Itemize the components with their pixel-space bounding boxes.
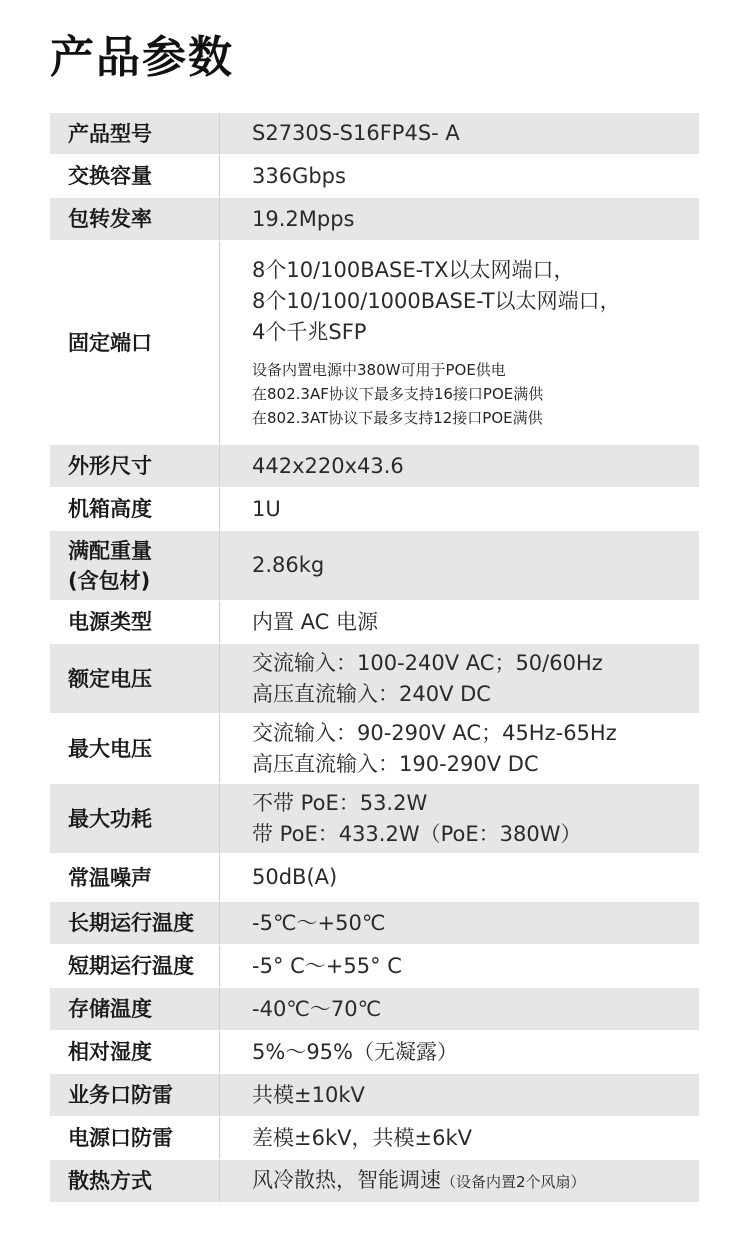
row-value (220, 1117, 699, 1159)
row-value-line (252, 255, 693, 286)
row-value (220, 854, 699, 901)
row-value (220, 445, 699, 487)
row-label (50, 531, 220, 600)
row-value-text: 442x220x43.6 (252, 453, 404, 478)
row-value-text: 交流输入：90-290V AC；45Hz-65Hz (252, 720, 617, 745)
row-notes (252, 358, 693, 430)
row-value (220, 155, 699, 197)
row-label-text: 电源类型 (68, 610, 152, 634)
table-row (50, 1117, 699, 1160)
row-value (220, 644, 699, 713)
row-label-text: 最大功耗 (68, 806, 152, 831)
row-label (50, 1117, 220, 1159)
row-value-line (252, 286, 693, 317)
row-label (50, 784, 220, 853)
row-value (220, 714, 699, 783)
table-row (50, 714, 699, 784)
row-label (50, 854, 220, 901)
row-label (50, 902, 220, 944)
row-label (50, 714, 220, 783)
row-value-text: 50dB(A) (252, 865, 338, 889)
row-value-line (252, 451, 693, 482)
row-value-text: 8个10/100/1000BASE-T以太网端口， (252, 289, 621, 313)
row-value-line (252, 317, 693, 348)
row-label-text: 机箱高度 (68, 497, 152, 521)
row-label (50, 601, 220, 643)
row-value-line (252, 607, 693, 638)
row-value-line (252, 819, 693, 850)
row-value-line (252, 1165, 693, 1198)
table-row (50, 784, 699, 854)
row-value-line (252, 1080, 693, 1111)
table-row (50, 601, 699, 644)
row-value (220, 113, 699, 154)
row-value (220, 784, 699, 853)
table-row (50, 445, 699, 488)
row-value-text: 高压直流输入：240V DC (252, 681, 491, 706)
row-label (50, 241, 220, 444)
row-value (220, 531, 699, 600)
row-value-text: -5℃～+50℃ (252, 910, 386, 935)
row-value-text: 2.86kg (252, 553, 325, 577)
row-value-text: 5%～95%（无凝露） (252, 1039, 458, 1064)
row-label-text: 固定端口 (68, 330, 152, 355)
row-label-text: 交换容量 (68, 164, 152, 188)
row-value-text: 共模±10kV (252, 1082, 365, 1107)
row-value-text: 差模±6kV，共模±6kV (252, 1125, 472, 1150)
row-value-text: 带 PoE：433.2W（PoE：380W） (252, 821, 582, 846)
row-label (50, 1031, 220, 1073)
row-value (220, 902, 699, 944)
row-value (220, 945, 699, 987)
row-label (50, 198, 220, 240)
row-label (50, 445, 220, 487)
row-label-text: 产品型号 (68, 121, 152, 146)
row-value-text: 8个10/100BASE-TX以太网端口， (252, 258, 575, 282)
spec-table (50, 113, 699, 1203)
table-row (50, 1031, 699, 1074)
table-row (50, 155, 699, 198)
row-value-line (252, 161, 693, 192)
row-value-text: 风冷散热，智能调速 (252, 1167, 441, 1192)
page-title: 产品参数 (50, 32, 234, 83)
row-value (220, 488, 699, 530)
row-value-line (252, 550, 693, 581)
row-label (50, 644, 220, 713)
row-label-line: (含包材) (68, 568, 151, 593)
row-note-line: 在802.3AF协议下最多支持16接口POE满供 (252, 385, 544, 403)
row-value-line (252, 494, 693, 525)
row-value-line (252, 1037, 693, 1068)
row-value-text: -40℃～70℃ (252, 996, 382, 1021)
table-row (50, 902, 699, 945)
row-value-line (252, 788, 693, 819)
table-row (50, 241, 699, 445)
row-label-text: 最大电压 (68, 736, 152, 761)
row-label-text: 电源口防雷 (68, 1126, 173, 1150)
row-value (220, 988, 699, 1030)
row-label (50, 1074, 220, 1116)
row-value-line (252, 994, 693, 1025)
row-value-text: 高压直流输入：190-290V DC (252, 751, 539, 776)
row-label (50, 1160, 220, 1202)
row-label (50, 113, 220, 154)
row-label-text: 常温噪声 (68, 865, 152, 890)
table-row (50, 988, 699, 1031)
row-value (220, 241, 699, 444)
row-label-text: 包转发率 (68, 207, 152, 231)
row-value-line (252, 118, 693, 149)
table-row (50, 198, 699, 241)
row-label (50, 488, 220, 530)
row-value-suffix: （设备内置2个风扇） (441, 1172, 586, 1191)
row-value-line (252, 862, 693, 893)
table-row (50, 854, 699, 902)
row-label (50, 988, 220, 1030)
row-value-text: 交流输入：100-240V AC；50/60Hz (252, 650, 603, 675)
row-value (220, 601, 699, 643)
row-label (50, 155, 220, 197)
row-note-line: 设备内置电源中380W可用于POE供电 (252, 361, 506, 379)
row-value-text: 1U (252, 496, 281, 521)
row-label-text: 额定电压 (68, 666, 152, 691)
row-value-line (252, 749, 693, 780)
row-label-text: 外形尺寸 (68, 454, 152, 478)
row-value-line (252, 1123, 693, 1154)
row-value (220, 198, 699, 240)
row-label-text: 散热方式 (68, 1169, 152, 1193)
row-value-text: 4个千兆SFP (252, 320, 367, 344)
row-value-line (252, 648, 693, 679)
row-label-text: 相对湿度 (68, 1040, 152, 1064)
row-label (50, 945, 220, 987)
row-note-line: 在802.3AT协议下最多支持12接口POE满供 (252, 409, 543, 427)
row-value-line (252, 908, 693, 939)
row-label-text: 长期运行温度 (68, 911, 194, 935)
table-row (50, 113, 699, 155)
row-value-text: S2730S-S16FP4S- A (252, 121, 460, 145)
row-value (220, 1031, 699, 1073)
row-value-line (252, 718, 693, 749)
row-label-text: 短期运行温度 (68, 954, 194, 978)
table-row (50, 488, 699, 531)
row-value-text: -5° C～+55° C (252, 953, 402, 978)
row-value-text: 336Gbps (252, 163, 346, 188)
table-row (50, 531, 699, 601)
row-value-text: 不带 PoE：53.2W (252, 790, 428, 815)
table-row (50, 1074, 699, 1117)
row-value-line (252, 679, 693, 710)
row-value-text: 19.2Mpps (252, 206, 355, 231)
row-value (220, 1160, 699, 1202)
row-label-text: 存储温度 (68, 997, 152, 1021)
row-value (220, 1074, 699, 1116)
row-value-line (252, 951, 693, 982)
row-value-line (252, 204, 693, 235)
row-label-line: 满配重量 (68, 538, 152, 563)
table-row (50, 945, 699, 988)
table-row (50, 1160, 699, 1203)
row-label-text: 业务口防雷 (68, 1083, 173, 1107)
table-row (50, 644, 699, 714)
row-value-text: 内置 AC 电源 (252, 609, 379, 634)
